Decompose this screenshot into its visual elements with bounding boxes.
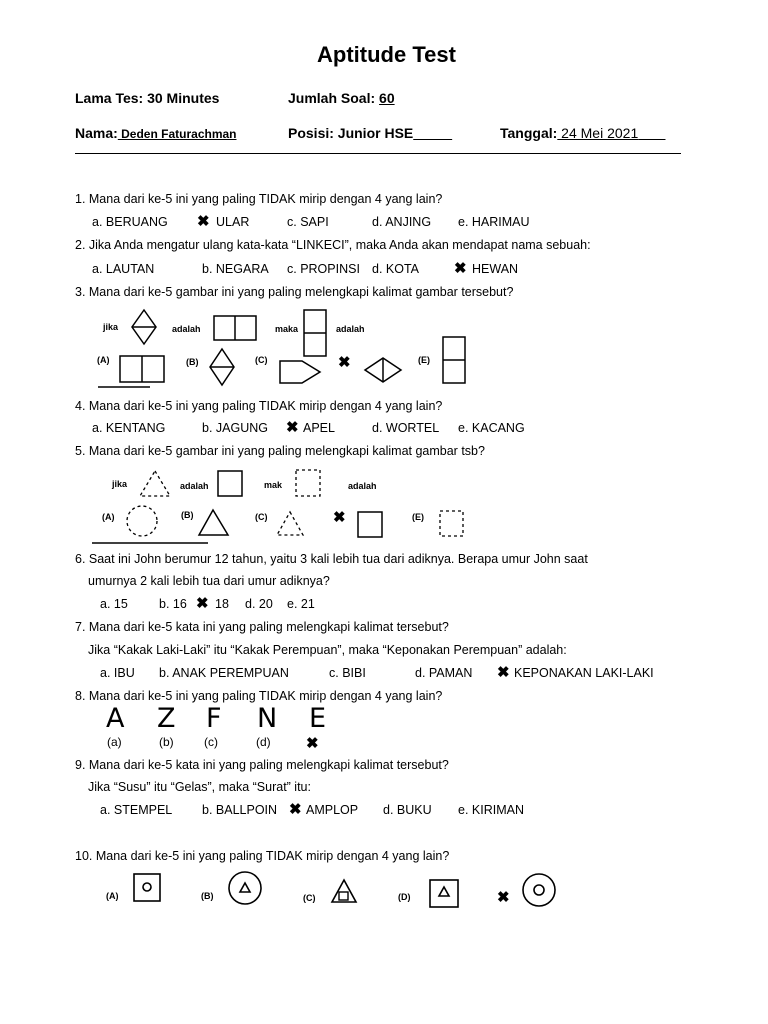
q8-letter-n: N xyxy=(257,703,278,734)
q8-cross-mark-icon: ✖ xyxy=(306,735,319,752)
q7-option-c[interactable]: c. BIBI xyxy=(329,666,366,680)
q3-option-b-label[interactable]: (B) xyxy=(186,357,199,367)
q3-cross-mark-icon: ✖ xyxy=(338,354,351,371)
q2-option-b[interactable]: b. NEGARA xyxy=(202,262,269,276)
q7-subtext: Jika “Kakak Laki-Laki” itu “Kakak Perempuan”, maka “Keponakan Perempuan” adalah: xyxy=(88,643,567,657)
q9-cross-mark-icon: ✖ xyxy=(289,801,302,818)
q2-text: 2. Jika Anda mengatur ulang kata-kata “LINKECI”, maka Anda akan mendapat nama sebuah: xyxy=(75,238,591,252)
q4-cross-mark-icon: ✖ xyxy=(286,419,299,436)
q10-option-b-inner xyxy=(240,883,250,892)
q6-option-a[interactable]: a. 15 xyxy=(100,597,128,611)
q2-cross-mark-icon: ✖ xyxy=(454,260,467,277)
q2-option-d[interactable]: d. KOTA xyxy=(372,262,420,276)
q8-option-a[interactable]: (a) xyxy=(107,735,122,749)
q6-text-line1: 6. Saat ini John berumur 12 tahun, yaitu 3 kali lebih tua dari adiknya. Berapa umur John saat xyxy=(75,552,588,566)
q10-option-b-label[interactable]: (B) xyxy=(201,891,214,901)
q3-option-e-label[interactable]: (E) xyxy=(418,355,430,365)
q6-option-c[interactable]: 18 xyxy=(215,597,229,611)
test-duration: Lama Tes: 30 Minutes xyxy=(75,90,220,106)
q3-option-c-label[interactable]: (C) xyxy=(255,355,268,365)
q9-option-b[interactable]: b. BALLPOIN xyxy=(202,803,278,817)
q8-letter-e: E xyxy=(309,703,327,734)
q7-option-d[interactable]: d. PAMAN xyxy=(415,666,473,680)
q8-letter-z: Z xyxy=(157,703,176,734)
q10-cross-mark-icon: ✖ xyxy=(497,889,510,906)
question-count-label: Jumlah Soal: xyxy=(288,90,380,106)
q1-cross-mark-icon: ✖ xyxy=(197,213,210,230)
q8-letter-f: F xyxy=(206,703,222,734)
name-label: Nama: xyxy=(75,125,118,141)
q10-option-d-figure xyxy=(430,880,458,907)
q3-adalah-label-2: adalah xyxy=(336,324,365,334)
q5-text: 5. Mana dari ke-5 gambar ini yang paling melengkapi kalimat gambar tsb? xyxy=(75,444,485,458)
q1-option-a[interactable]: a. BERUANG xyxy=(92,215,168,229)
q6-option-e[interactable]: e. 21 xyxy=(287,597,315,611)
q6-option-d[interactable]: d. 20 xyxy=(245,597,273,611)
q9-option-e[interactable]: e. KIRIMAN xyxy=(458,803,524,817)
name-value: Deden Faturachman xyxy=(117,127,237,141)
q5-cross-mark-icon: ✖ xyxy=(333,509,346,526)
q2-option-e[interactable]: HEWAN xyxy=(472,262,519,276)
q10-option-d-inner xyxy=(439,887,449,896)
q4-text: 4. Mana dari ke-5 ini yang paling TIDAK mirip dengan 4 yang lain? xyxy=(75,399,443,413)
q9-option-c[interactable]: AMPLOP xyxy=(306,803,359,817)
q6-cross-mark-icon: ✖ xyxy=(196,595,209,612)
q10-option-c-inner xyxy=(339,892,348,900)
q10-option-a-inner xyxy=(143,883,151,891)
q7-text: 7. Mana dari ke-5 kata ini yang paling melengkapi kalimat tersebut? xyxy=(75,620,449,634)
date-value: 24 Mei 2021 xyxy=(557,125,639,141)
q6-text-line2: umurnya 2 kali lebih tua dari umur adiknya? xyxy=(88,574,330,588)
page-title: Aptitude Test xyxy=(317,42,456,67)
q3-text: 3. Mana dari ke-5 gambar ini yang paling melengkapi kalimat gambar tersebut? xyxy=(75,285,514,299)
q1-text: 1. Mana dari ke-5 ini yang paling TIDAK mirip dengan 4 yang lain? xyxy=(75,192,443,206)
q10-option-d-label[interactable]: (D) xyxy=(398,892,411,902)
q4-option-d[interactable]: d. WORTEL xyxy=(372,421,440,435)
q10-option-e-inner xyxy=(534,885,544,895)
q10-option-c-label[interactable]: (C) xyxy=(303,893,316,903)
question-count-value: 60 xyxy=(379,90,395,106)
q10-option-e-figure xyxy=(523,874,555,906)
q4-option-e[interactable]: e. KACANG xyxy=(458,421,525,435)
q5-option-e-label[interactable]: (E) xyxy=(412,512,424,522)
q2-option-a[interactable]: a. LAUTAN xyxy=(92,262,155,276)
q9-option-d[interactable]: d. BUKU xyxy=(383,803,432,817)
q5-jika-label: jika xyxy=(112,479,128,489)
q8-letter-a: A xyxy=(106,703,125,734)
q8-text: 8. Mana dari ke-5 ini yang paling TIDAK mirip dengan 4 yang lain? xyxy=(75,689,443,703)
q1-option-d[interactable]: d. ANJING xyxy=(372,215,432,229)
q5-option-b-label[interactable]: (B) xyxy=(181,510,194,520)
q7-option-a[interactable]: a. IBU xyxy=(100,666,135,680)
q5-adalah-label-1: adalah xyxy=(180,481,209,491)
q5-maka-label: mak xyxy=(264,480,283,490)
q7-cross-mark-icon: ✖ xyxy=(497,664,510,681)
q3-jika-label: jika xyxy=(103,322,119,332)
q8-option-c[interactable]: (c) xyxy=(204,735,218,749)
position-label: Posisi: Junior HSE xyxy=(288,125,414,141)
q9-subtext: Jika “Susu” itu “Gelas”, maka “Surat” itu: xyxy=(88,780,311,794)
q1-option-e[interactable]: e. HARIMAU xyxy=(458,215,530,229)
q10-option-c-figure xyxy=(332,880,356,902)
q8-option-b[interactable]: (b) xyxy=(159,735,174,749)
q10-option-b-figure xyxy=(229,872,261,904)
date-label: Tanggal: xyxy=(500,125,558,141)
q2-option-c[interactable]: c. PROPINSI xyxy=(287,262,360,276)
q4-option-b[interactable]: b. JAGUNG xyxy=(202,421,268,435)
q4-option-c[interactable]: APEL xyxy=(303,421,335,435)
q1-option-b[interactable]: ULAR xyxy=(216,215,250,229)
q7-option-b[interactable]: b. ANAK PEREMPUAN xyxy=(159,666,289,680)
q5-adalah-label-2: adalah xyxy=(348,481,377,491)
q6-option-b[interactable]: b. 16 xyxy=(159,597,187,611)
q10-option-a-label[interactable]: (A) xyxy=(106,891,119,901)
q5-option-a-label[interactable]: (A) xyxy=(102,512,115,522)
q7-option-e[interactable]: KEPONAKAN LAKI-LAKI xyxy=(514,666,654,680)
q1-option-c[interactable]: c. SAPI xyxy=(287,215,329,229)
q10-option-a-figure xyxy=(134,874,160,901)
q4-option-a[interactable]: a. KENTANG xyxy=(92,421,166,435)
q3-maka-label: maka xyxy=(275,324,299,334)
q3-adalah-label-1: adalah xyxy=(172,324,201,334)
q9-text: 9. Mana dari ke-5 kata ini yang paling melengkapi kalimat tersebut? xyxy=(75,758,449,772)
q9-option-a[interactable]: a. STEMPEL xyxy=(100,803,173,817)
q5-option-c-label[interactable]: (C) xyxy=(255,512,268,522)
q3-option-a-label[interactable]: (A) xyxy=(97,355,110,365)
q10-text: 10. Mana dari ke-5 ini yang paling TIDAK mirip dengan 4 yang lain? xyxy=(75,849,450,863)
q8-option-d[interactable]: (d) xyxy=(256,735,271,749)
